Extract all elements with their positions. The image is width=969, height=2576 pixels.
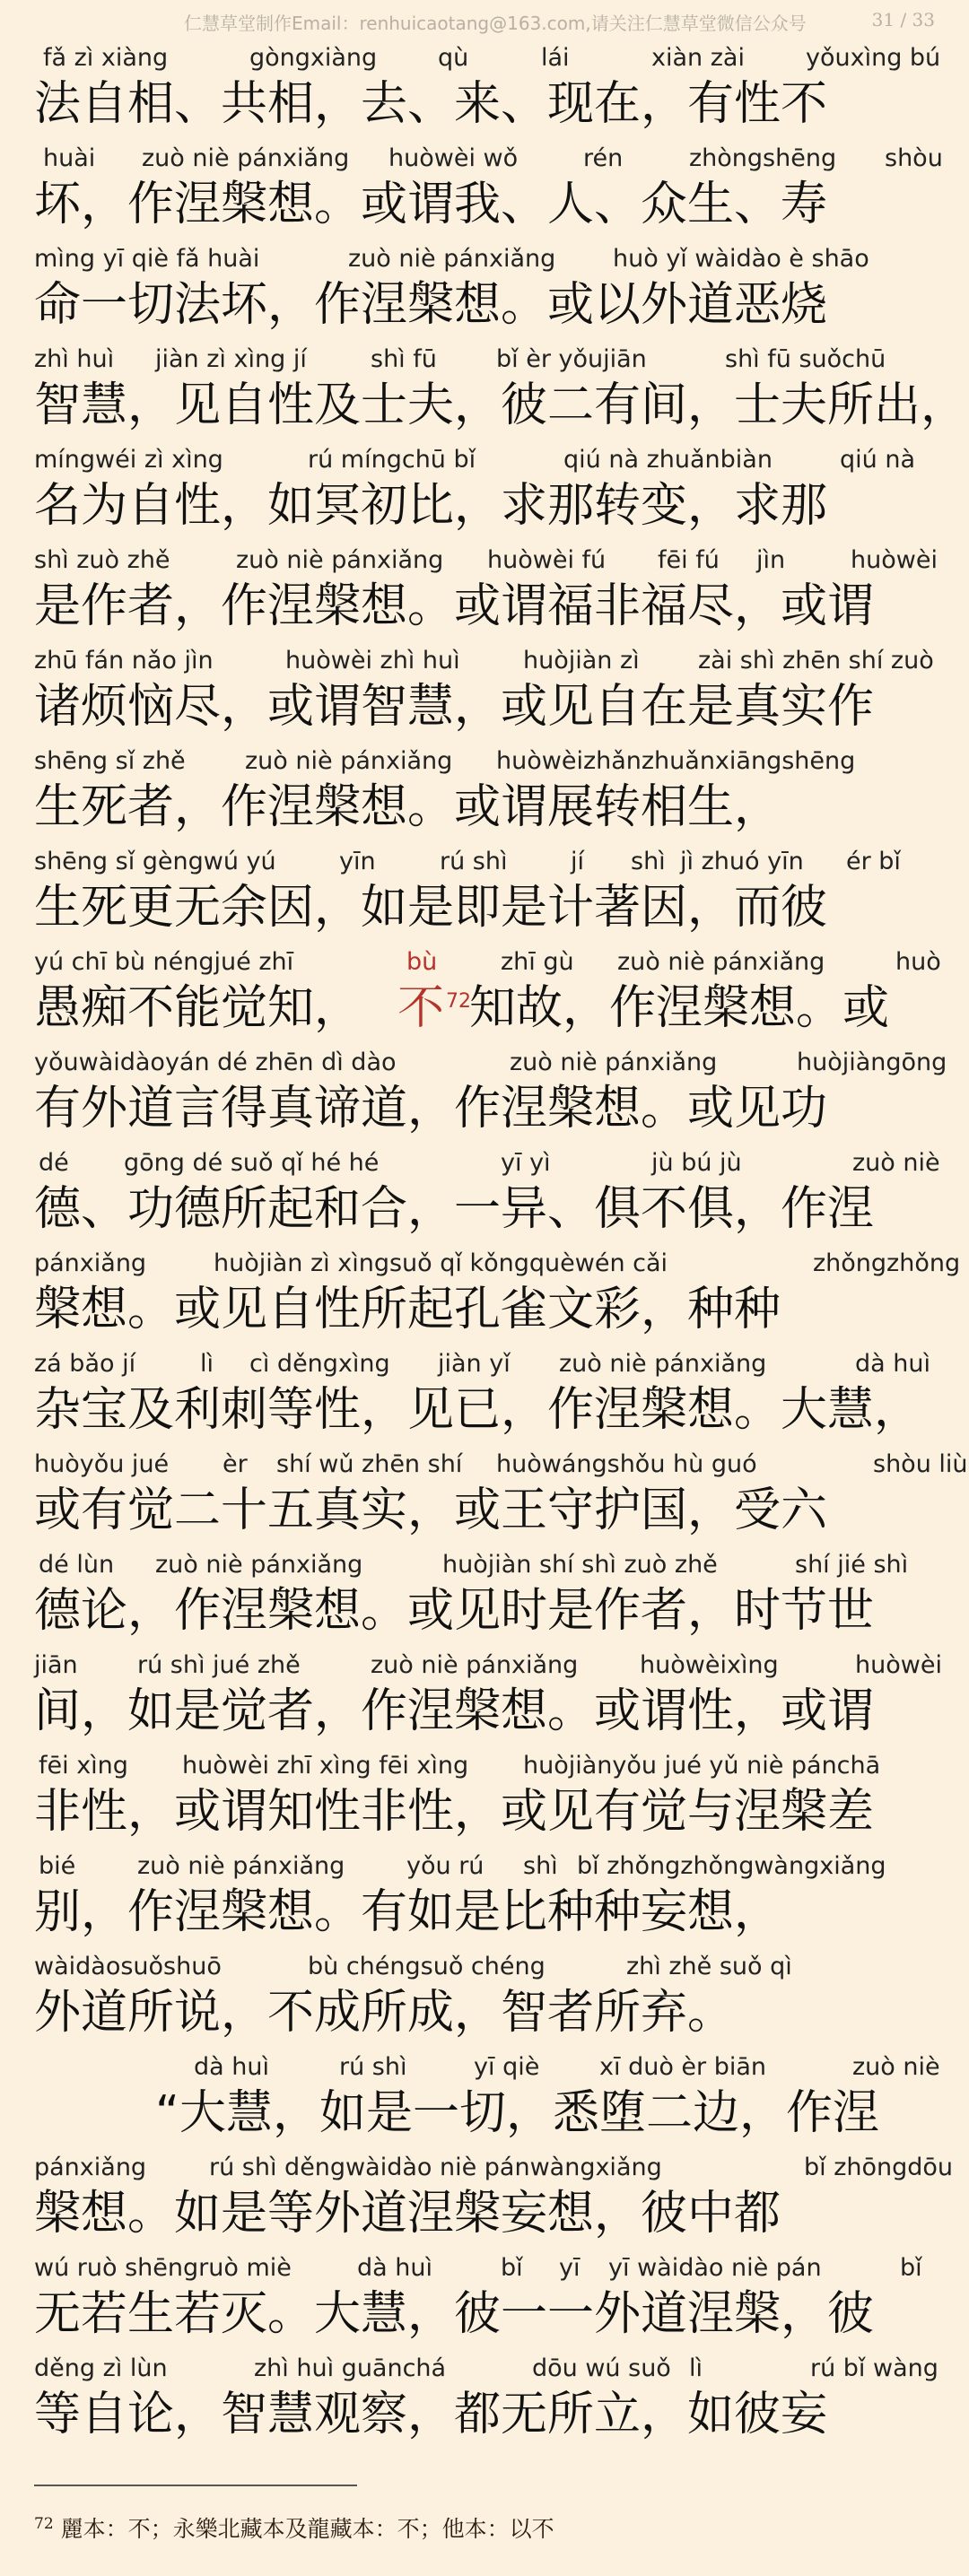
- pinyin-text: zuò niè pánxiǎng: [510, 1049, 718, 1076]
- pinyin-text: huòwèizhǎnzhuǎnxiāngshēng: [496, 747, 856, 775]
- hanzi-row: [34, 2284, 944, 2345]
- pinyin-text: rú shì jué zhě: [137, 1651, 301, 1679]
- hanzi-row: [34, 2384, 944, 2445]
- pinyin-text: shì fū: [371, 345, 437, 373]
- pinyin-text: jiān: [34, 1651, 78, 1679]
- text-line: [34, 1546, 944, 1647]
- text-line: [34, 2149, 954, 2250]
- hanzi-text: [34, 1982, 734, 2043]
- text-line: [34, 1245, 961, 1345]
- text-line: [34, 542, 944, 642]
- hanzi-text: [34, 2284, 874, 2345]
- pinyin-text: rú shì: [440, 848, 508, 875]
- pinyin-text: shì fū suǒchū: [725, 345, 886, 373]
- text-line: [34, 341, 968, 441]
- pinyin-text: huòjiàn shí shì zuò zhě: [442, 1551, 718, 1579]
- hanzi-text: [34, 576, 874, 637]
- hanzi-chars: 愚痴不能觉知，: [34, 981, 362, 1035]
- pinyin-text: bù chéngsuǒ chéng: [308, 1953, 546, 1980]
- text-line: [34, 1144, 944, 1245]
- footnote: [34, 2511, 554, 2544]
- pinyin-text: huòwèi: [851, 546, 938, 574]
- pinyin-text: xī duò èr biān: [599, 2053, 767, 2081]
- pinyin-text: zài shì zhēn shí zuò: [698, 647, 934, 674]
- pinyin-text: wàidàosuǒshuō: [34, 1953, 222, 1980]
- pinyin-text: huòwèi wǒ: [388, 144, 519, 172]
- pinyin-text: shì: [631, 848, 666, 875]
- pinyin-text: dé lùn: [39, 1551, 115, 1579]
- hanzi-text: [34, 777, 781, 838]
- pinyin-row: [34, 1249, 961, 1279]
- pinyin-text: zhǒngzhǒng: [813, 1249, 961, 1277]
- hanzi-text: [34, 1078, 827, 1139]
- hanzi-text: [34, 1279, 781, 1340]
- hanzi-text: [34, 1781, 874, 1842]
- hanzi-row: [34, 1480, 944, 1541]
- pinyin-text: zuò niè pánxiǎng: [348, 245, 556, 273]
- hanzi-row: [34, 74, 944, 135]
- page-number: 31 / 33: [871, 9, 935, 30]
- pinyin-text: ér bǐ: [846, 848, 901, 875]
- text-line: [34, 2049, 944, 2149]
- pinyin-text: huòwèi fú: [487, 546, 607, 574]
- text-line: [34, 240, 944, 341]
- hanzi-chars: 杂宝及利刺等性，见已，作涅槃想。大慧，: [34, 1383, 921, 1437]
- hanzi-chars: 诸烦恼尽，或谓智慧，或见自在是真实作: [34, 680, 875, 734]
- pinyin-text: bǐ: [501, 2254, 523, 2282]
- hanzi-row: [34, 877, 944, 938]
- hanzi-text: [34, 1882, 781, 1943]
- hanzi-chars: 德、功德所起和合，一异、俱不俱，作涅: [34, 1182, 875, 1236]
- pinyin-text: shí wǔ zhēn shí: [276, 1450, 463, 1478]
- hanzi-row: [34, 475, 944, 536]
- hanzi-row: [34, 2083, 944, 2144]
- pinyin-row: [34, 1751, 944, 1781]
- hanzi-chars: 槃想。或见自性所起孔雀文彩，种种: [34, 1283, 781, 1336]
- pinyin-text: lái: [541, 44, 570, 72]
- text-line: [34, 1446, 968, 1546]
- pinyin-text: rú shì děngwàidào niè pánwàngxiǎng: [209, 2154, 662, 2181]
- pinyin-text: shēng sǐ zhě: [34, 747, 186, 775]
- hanzi-chars: 间，如是觉者，作涅槃想。或谓性，或谓: [34, 1684, 875, 1738]
- pinyin-text: zhì huì: [34, 345, 115, 373]
- hanzi-chars: 智慧，见自性及士夫，彼二有间，士夫所出，: [34, 379, 968, 432]
- hanzi-row: [34, 1882, 944, 1943]
- pinyin-text: jì zhuó yīn: [680, 848, 804, 875]
- pinyin-row: [34, 1851, 944, 1882]
- hanzi-row: [34, 274, 944, 335]
- hanzi-text: [34, 2384, 827, 2445]
- pinyin-text: dé: [39, 1149, 69, 1177]
- pinyin-text: bié: [39, 1852, 76, 1880]
- text-line: [34, 2350, 944, 2450]
- text-line: [34, 743, 944, 843]
- hanzi-chars: 无若生若灭。大慧，彼一一外道涅槃，彼: [34, 2287, 875, 2341]
- pinyin-text: shòu: [885, 144, 943, 172]
- text-line: [34, 1848, 944, 1948]
- pinyin-text: gōng dé suǒ qǐ hé hé: [124, 1149, 380, 1177]
- hanzi-chars: 名为自性，如冥初比，求那转变，求那: [34, 479, 828, 533]
- pinyin-text: shì: [523, 1852, 558, 1880]
- pinyin-row: [34, 1449, 968, 1480]
- pinyin-text: jù bú jù: [651, 1149, 742, 1177]
- pinyin-text: zuò niè pánxiǎng: [559, 1350, 767, 1378]
- pinyin-row: [34, 2354, 944, 2384]
- pinyin-text: shòu liù: [873, 1450, 968, 1478]
- pinyin-text: rú bǐ wàng: [810, 2354, 938, 2382]
- pinyin-text: huòjiàn zì xìngsuǒ qǐ kǒngquèwén cǎi: [214, 1249, 668, 1277]
- pinyin-row: [34, 2052, 944, 2083]
- pinyin-text: yǒu rú: [406, 1852, 484, 1880]
- pinyin-text: huòwèi zhī xìng fēi xìng: [182, 1752, 469, 1780]
- pinyin-text: bǐ: [900, 2254, 922, 2282]
- pinyin-row: [34, 1048, 947, 1078]
- hanzi-chars: 生死更无余因，如是即是计著因，而彼: [34, 881, 828, 935]
- text-line: [34, 1044, 947, 1144]
- pinyin-text: bǐ èr yǒujiān: [496, 345, 647, 373]
- pinyin-text: zá bǎo jí: [34, 1350, 136, 1378]
- pinyin-row: [34, 2153, 954, 2183]
- hanzi-chars: 有外道言得真谛道，作涅槃想。或见功: [34, 1082, 828, 1136]
- footnote-number: 72: [34, 2514, 54, 2533]
- pinyin-text: zuò niè pánxiǎng: [245, 747, 453, 775]
- pinyin-text: jí: [571, 848, 585, 875]
- pinyin-text: fǎ zì xiàng: [43, 44, 169, 72]
- hanzi-chars: 命一切法坏，作涅槃想。或以外道恶烧: [34, 278, 828, 332]
- hanzi-chars: “大慧，如是一切，悉堕二边，作涅: [155, 2086, 879, 2140]
- hanzi-text: [34, 978, 361, 1039]
- pinyin-text: zuò niè: [852, 2053, 940, 2081]
- pinyin-text: huòwèi: [855, 1651, 942, 1679]
- pinyin-text: fēi fú: [658, 546, 720, 574]
- pinyin-row: [34, 847, 944, 877]
- hanzi-text: [34, 74, 827, 135]
- pinyin-row: [34, 947, 944, 978]
- footnote-text: 麗本：不；永樂北藏本及龍藏本：不；他本：以不: [60, 2516, 554, 2542]
- pinyin-text: zuò niè pánxiǎng: [617, 948, 825, 976]
- pinyin-text: yī qiè: [474, 2053, 540, 2081]
- pinyin-text: zhì huì guānchá: [254, 2354, 447, 2382]
- pinyin-text: zuò niè pánxiǎng: [137, 1852, 345, 1880]
- pinyin-text: pánxiǎng: [34, 2154, 147, 2181]
- pinyin-text: èr: [223, 1450, 248, 1478]
- hanzi-row: [34, 777, 944, 838]
- pinyin-text: huòyǒu jué: [34, 1450, 170, 1478]
- hanzi-row: [34, 1982, 944, 2043]
- pinyin-text: huòwèi zhì huì: [285, 647, 460, 674]
- pinyin-text: zuò niè pánxiǎng: [236, 546, 444, 574]
- hanzi-row: [34, 174, 944, 235]
- pinyin-text: rú míngchū bǐ: [308, 446, 476, 474]
- pinyin-text: huòjiàngōng: [797, 1049, 947, 1076]
- pinyin-text: huòjiànyǒu jué yǔ niè pánchā: [523, 1752, 881, 1780]
- hanzi-text: [34, 1480, 827, 1541]
- pinyin-text: bǐ zhǒngzhǒngwàngxiǎng: [577, 1852, 886, 1880]
- pinyin-text: jiàn yǐ: [438, 1350, 511, 1378]
- pinyin-text: zhòngshēng: [689, 144, 837, 172]
- pinyin-row: [34, 545, 944, 576]
- pinyin-row: [34, 144, 944, 174]
- pinyin-text: děng zì lùn: [34, 2354, 168, 2382]
- page-header: [0, 9, 969, 34]
- pinyin-text: wú ruò shēngruò miè: [34, 2254, 292, 2282]
- pinyin-text: huò yǐ wàidào è shāo: [613, 245, 869, 273]
- pinyin-text: huò: [895, 948, 941, 976]
- pinyin-row: [34, 244, 944, 274]
- pinyin-text: yīn: [339, 848, 376, 875]
- text-line: [34, 1747, 944, 1848]
- hanzi-chars: 别，作涅槃想。有如是比种种妄想，: [34, 1885, 781, 1939]
- pinyin-text: shì zuò zhě: [34, 546, 170, 574]
- footnote-divider: [34, 2485, 357, 2486]
- watermark-header-text: 仁慧草堂制作Email：renhuicaotang@163.com,请关注仁慧草堂微信公众号: [184, 13, 807, 34]
- pinyin-text: zuò niè pánxiǎng: [155, 1551, 363, 1579]
- hanzi-row: [34, 2183, 944, 2244]
- pinyin-text: bǐ zhōngdōu: [804, 2154, 954, 2181]
- pinyin-text: mìng yī qiè fǎ huài: [34, 245, 260, 273]
- pinyin-text: yī wàidào niè pán: [608, 2254, 822, 2282]
- pinyin-text: shēng sǐ gèngwú yú: [34, 848, 276, 875]
- pinyin-row: [34, 2253, 944, 2284]
- pinyin-text: dà huì: [194, 2053, 269, 2081]
- pinyin-text: jiàn zì xìng jí: [155, 345, 307, 373]
- text-line: [34, 140, 944, 240]
- hanzi-chars: 等自论，智慧观察，都无所立，如彼妄: [34, 2388, 828, 2441]
- hanzi-text: [34, 274, 827, 335]
- pinyin-text: yī: [559, 2254, 581, 2282]
- hanzi-text: [34, 877, 827, 938]
- hanzi-row: [34, 676, 944, 737]
- pinyin-text: zhì zhě suǒ qì: [626, 1953, 792, 1980]
- hanzi-row: [34, 1179, 944, 1240]
- hanzi-text: [34, 1179, 874, 1240]
- pinyin-text: zuò niè: [852, 1149, 940, 1177]
- pinyin-text: pánxiǎng: [34, 1249, 147, 1277]
- pinyin-text: zuò niè pánxiǎng: [371, 1651, 579, 1679]
- pinyin-text: dà huì: [357, 2254, 432, 2282]
- hanzi-chars: 非性，或谓知性非性，或见有觉与涅槃差: [34, 1785, 875, 1839]
- hanzi-text: [34, 174, 827, 235]
- pinyin-text: dōu wú suǒ: [532, 2354, 671, 2382]
- hanzi-row: [34, 978, 944, 1039]
- text-line: [34, 642, 944, 743]
- hanzi-text: [34, 1681, 874, 1742]
- hanzi-chars: 坏，作涅槃想。或谓我、人、众生、寿: [34, 178, 828, 231]
- hanzi-row: [34, 1078, 944, 1139]
- text-line: [34, 2250, 944, 2350]
- hanzi-text: [34, 1580, 874, 1641]
- pinyin-text: lì: [200, 1350, 214, 1378]
- hanzi-text: [34, 475, 827, 536]
- hanzi-chars: 或有觉二十五真实，或王守护国，受六: [34, 1484, 828, 1537]
- hanzi-text: [34, 2183, 781, 2244]
- text-line: [34, 944, 944, 1044]
- pinyin-text: dà huì: [855, 1350, 930, 1378]
- text-line: [34, 1345, 944, 1446]
- hanzi-row: [34, 1580, 944, 1641]
- pinyin-text: qiú nà: [840, 446, 915, 474]
- pinyin-text: huòwèixìng: [640, 1651, 779, 1679]
- text-line: [34, 1647, 944, 1747]
- pinyin-text: fēi xìng: [39, 1752, 128, 1780]
- hanzi-text: [397, 978, 471, 1039]
- footnote-marker[interactable]: 72: [446, 989, 472, 1013]
- hanzi-row: [34, 576, 944, 637]
- hanzi-chars: 知故，作涅槃想。或: [469, 981, 890, 1035]
- pinyin-text: cì děngxìng: [249, 1350, 390, 1378]
- hanzi-row: [34, 1681, 944, 1742]
- pinyin-text: gòngxiàng: [249, 44, 378, 72]
- pinyin-row: [34, 445, 944, 475]
- pinyin-row: [34, 646, 944, 676]
- pinyin-row: [34, 746, 944, 777]
- pinyin-text: huòwángshǒu hù guó: [496, 1450, 757, 1478]
- pinyin-text: bù: [406, 948, 438, 976]
- text-line: [34, 1948, 944, 2049]
- pinyin-text: yī yì: [501, 1149, 551, 1177]
- hanzi-chars: 不: [397, 981, 445, 1035]
- hanzi-text: [155, 2083, 879, 2144]
- hanzi-row: [34, 1379, 944, 1440]
- hanzi-chars: 槃想。如是等外道涅槃妄想，彼中都: [34, 2187, 781, 2241]
- pinyin-row: [34, 1148, 944, 1179]
- hanzi-text: [34, 676, 874, 737]
- pinyin-row: [34, 1650, 944, 1681]
- pinyin-text: huòjiàn zì: [523, 647, 640, 674]
- hanzi-chars: 德论，作涅槃想。或见时是作者，时节世: [34, 1584, 875, 1638]
- pinyin-text: yǒuxìng bú: [806, 44, 941, 72]
- pinyin-text: qiú nà zhuǎnbiàn: [563, 446, 773, 474]
- scripture-text-body: [34, 39, 968, 2450]
- text-line: [34, 39, 944, 140]
- pinyin-row: [34, 1550, 944, 1580]
- pinyin-text: yǒuwàidàoyán dé zhēn dì dào: [34, 1049, 397, 1076]
- hanzi-row: [34, 1279, 944, 1340]
- pinyin-text: zhū fán nǎo jìn: [34, 647, 214, 674]
- pinyin-text: huài: [43, 144, 96, 172]
- hanzi-row: [34, 375, 968, 436]
- hanzi-chars: 是作者，作涅槃想。或谓福非福尽，或谓: [34, 579, 875, 633]
- hanzi-text: [34, 375, 967, 436]
- hanzi-text: [34, 1379, 921, 1440]
- pinyin-text: jìn: [756, 546, 786, 574]
- hanzi-row: [34, 1781, 944, 1842]
- hanzi-chars: 法自相、共相，去、来、现在，有性不: [34, 77, 828, 131]
- pinyin-row: [34, 43, 944, 74]
- pinyin-text: yú chī bù néngjué zhī: [34, 948, 294, 976]
- hanzi-text: [469, 978, 889, 1039]
- text-line: [34, 843, 944, 944]
- pinyin-text: rén: [583, 144, 624, 172]
- pinyin-row: [34, 344, 944, 375]
- pinyin-row: [34, 1349, 944, 1379]
- hanzi-chars: 外道所说，不成所成，智者所弃。: [34, 1986, 735, 2040]
- pinyin-text: zhī gù: [501, 948, 574, 976]
- pinyin-text: lì: [689, 2354, 703, 2382]
- pinyin-text: qù: [438, 44, 469, 72]
- pinyin-text: xiàn zài: [651, 44, 745, 72]
- hanzi-chars: 生死者，作涅槃想。或谓展转相生，: [34, 780, 781, 834]
- pinyin-text: míngwéi zì xìng: [34, 446, 223, 474]
- pinyin-row: [34, 1952, 944, 1982]
- text-line: [34, 441, 944, 542]
- pinyin-text: rú shì: [339, 2053, 407, 2081]
- pinyin-text: zuò niè pánxiǎng: [142, 144, 350, 172]
- pinyin-text: shí jié shì: [795, 1551, 909, 1579]
